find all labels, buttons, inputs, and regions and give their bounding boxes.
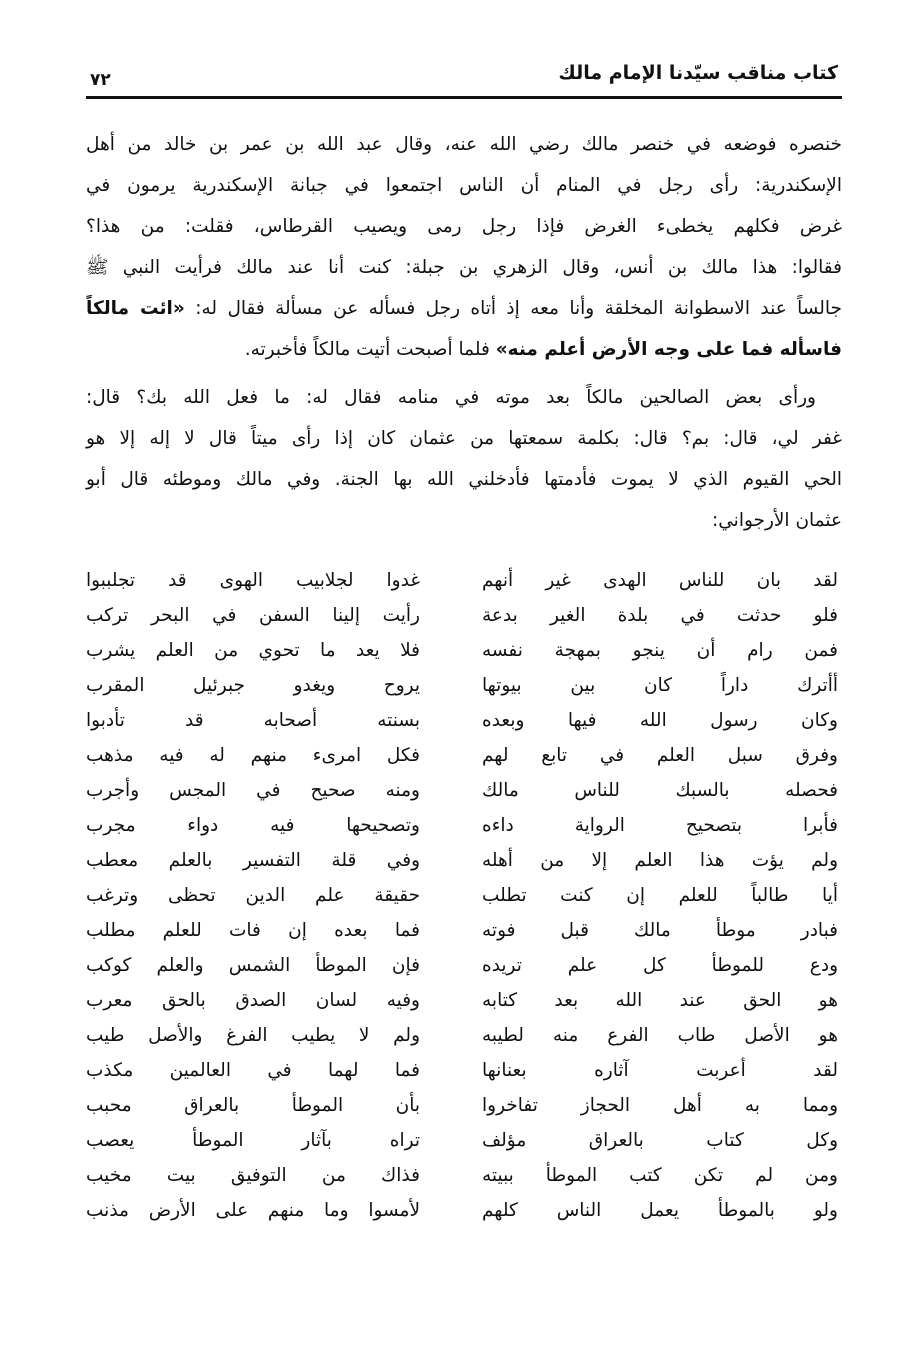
poem-verse-ajuz: وتصحيحها فيه دواء مجرب — [86, 815, 420, 836]
header-rule — [86, 96, 842, 99]
text-line — [86, 500, 842, 541]
poem-verse-sadr: ولو بالموطأ يعمل الناس كلهم — [482, 1200, 838, 1221]
poem-verse-sadr: هو الأصل طاب الفرع منه لطيبه — [482, 1025, 838, 1046]
text-line — [86, 377, 842, 418]
poem-verse-sadr: أأترك داراً كان بين بيوتها — [482, 675, 838, 696]
poem-verse-sadr: ولم يؤت هذا العلم إلا من أهله — [482, 850, 838, 871]
poem-verse-ajuz: فكل امرىء منهم له فيه مذهب — [86, 745, 420, 766]
poem-second-hemistichs — [86, 563, 420, 1228]
line-text: الإسكندرية: رأى رجل في المنام أن الناس اجتمعوا في جبانة الإسكندرية يرمون في — [86, 175, 842, 196]
poem-verse-sadr: ومن لم تكن كتب الموطأ ببيته — [482, 1165, 838, 1186]
line-text: فقالوا: هذا مالك بن أنس، وقال الزهري بن جبلة: كنت أنا عند مالك فرأيت النبي ﷺ — [86, 257, 842, 278]
line-text: عثمان الأرجواني: — [712, 510, 842, 531]
poem-verse-ajuz: فما لهما في العالمين مكذب — [86, 1060, 420, 1081]
poem-verse-ajuz: حقيقة علم الدين تحظى وترغب — [86, 885, 420, 906]
poem-verse-ajuz: بأن الموطأ بالعراق محبب — [86, 1095, 420, 1116]
paragraph-1 — [86, 124, 842, 370]
poem-verse-sadr: أيا طالباً للعلم إن كنت تطلب — [482, 885, 838, 906]
poem-verse-sadr: فلو حدثت في بلدة الغير بدعة — [482, 605, 838, 626]
line-text: غفر لي، قال: بم؟ قال: بكلمة سمعتها من عثمان كان إذا رأى ميتاً قال لا إله إلا هو — [86, 428, 842, 449]
poem-verse-ajuz: بسنته أصحابه قد تأدبوا — [86, 710, 420, 731]
text-line — [86, 459, 842, 500]
line-text: ورأى بعض الصالحين مالكاً بعد موته في منامه فقال له: ما فعل الله بك؟ قال: — [86, 387, 816, 408]
poem-verse-sadr: وكان رسول الله فيها وبعده — [482, 710, 838, 731]
poem-verse-ajuz: فذاك من التوفيق بيت مخيب — [86, 1165, 420, 1186]
text-line — [86, 206, 842, 247]
poem-verse-sadr: لقد أعربت آثاره بعنانها — [482, 1060, 838, 1081]
book-title: كتاب مناقب سيّدنا الإمام مالك — [558, 62, 838, 84]
page-number: ٧٢ — [90, 70, 111, 90]
poem-verse-sadr: هو الحق عند الله بعد كتابه — [482, 990, 838, 1011]
text-line — [86, 165, 842, 206]
poem-verse-ajuz: فإن الموطأ الشمس والعلم كوكب — [86, 955, 420, 976]
poem-verse-ajuz: تراه بآثار الموطأ يعصب — [86, 1130, 420, 1151]
poem-verse-ajuz: وفيه لسان الصدق بالحق معرب — [86, 990, 420, 1011]
poem-verse-sadr: ودع للموطأ كل علم تريده — [482, 955, 838, 976]
poem-verse-sadr: فأبرا بتصحيح الرواية داءه — [482, 815, 838, 836]
text-line — [86, 247, 842, 288]
poem-verse-sadr: لقد بان للناس الهدى غير أنهم — [482, 570, 838, 591]
poem-verse-sadr: فحصله بالسبك للناس مالك — [482, 780, 838, 801]
text-line — [86, 288, 842, 329]
quote-bold: فاسأله فما على وجه الأرض أعلم منه» — [495, 339, 842, 360]
line-text: خنصره فوضعه في خنصر مالك رضي الله عنه، وقال عبد الله بن عمر بن خالد من أهل — [86, 134, 842, 155]
poem-verse-sadr: فمن رام أن ينجو بمهجة نفسه — [482, 640, 838, 661]
poem-verse-ajuz: فما بعده إن فات للعلم مطلب — [86, 920, 420, 941]
text-line — [86, 418, 842, 459]
poem-verse-ajuz: لأمسوا وما منهم على الأرض مذنب — [86, 1200, 420, 1221]
poem-verse-ajuz: ومنه صحيح في المجس وأجرب — [86, 780, 420, 801]
poem-verse-sadr: وكل كتاب بالعراق مؤلف — [482, 1130, 838, 1151]
poem-verse-ajuz: غدوا لجلابيب الهوى قد تجلببوا — [86, 570, 420, 591]
text-line — [86, 329, 842, 370]
line-text: فلما أصبحت أتيت مالكاً فأخبرته. — [244, 339, 496, 360]
quote-bold: «ائت مالكاً — [86, 298, 185, 319]
line-text: غرض فكلهم يخطىء الغرض فإذا رجل رمى ويصيب القرطاس، فقلت: من هذا؟ — [86, 216, 842, 237]
line-text: جالساً عند الاسطوانة المخلقة وأنا معه إذ أتاه رجل فسأله عن مسألة فقال له: — [184, 298, 842, 319]
poem-verse-sadr: فبادر موطأ مالك قبل فوته — [482, 920, 838, 941]
poem-verse-ajuz: يروح ويغدو جبرئيل المقرب — [86, 675, 420, 696]
line-text: الحي القيوم الذي لا يموت فأدمتها فأدخلني الله بها الجنة. وفي مالك وموطئه قال أبو — [86, 469, 842, 490]
poem-verse-ajuz: وفي قلة التفسير بالعلم معطب — [86, 850, 420, 871]
poem-verse-ajuz: ولم لا يطيب الفرغ والأصل طيب — [86, 1025, 420, 1046]
poem-verse-ajuz: رأيت إلينا السفن في البحر تركب — [86, 605, 420, 626]
poem-verse-ajuz: فلا يعد ما تحوي من العلم يشرب — [86, 640, 420, 661]
poem-verse-sadr: وفرق سبل العلم في تابع لهم — [482, 745, 838, 766]
text-line — [86, 124, 842, 165]
poem-first-hemistichs — [482, 563, 838, 1228]
poem-verse-sadr: ومما به أهل الحجاز تفاخروا — [482, 1095, 838, 1116]
paragraph-2 — [86, 377, 842, 541]
